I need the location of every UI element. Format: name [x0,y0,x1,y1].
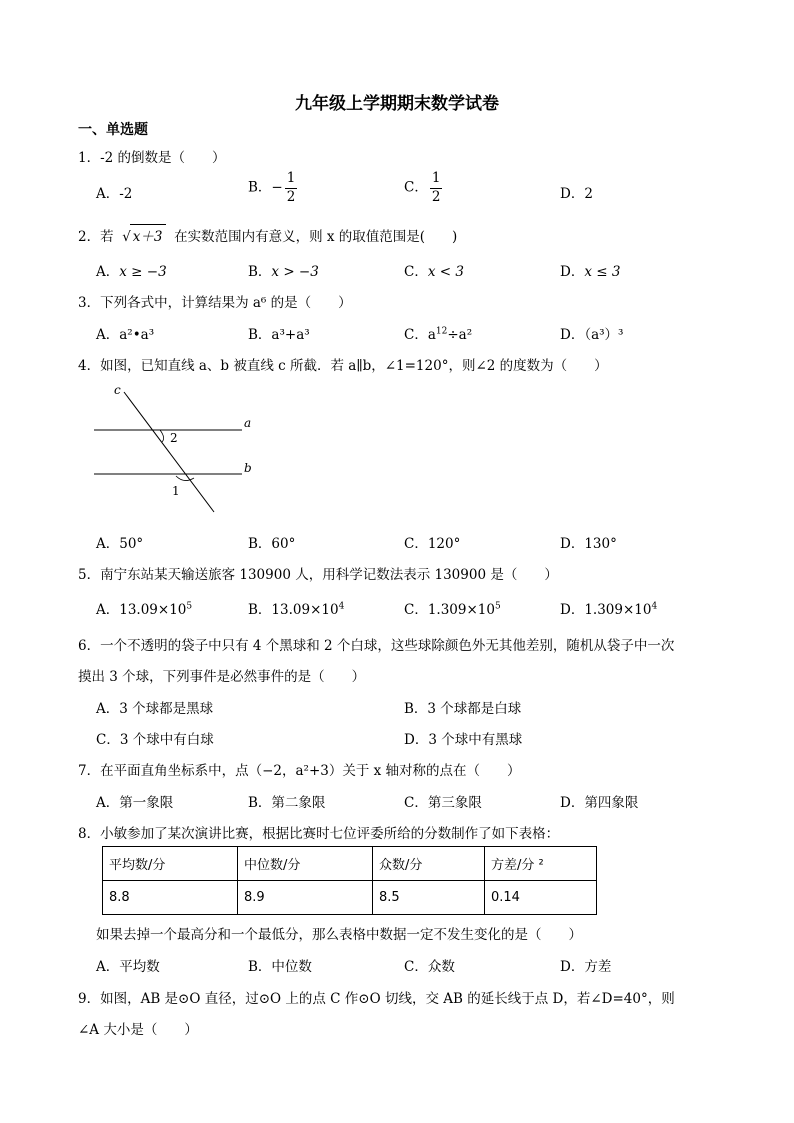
question-9-stem-line2: ∠A 大小是（ ） [78,1022,198,1038]
table-cell: 8.8 [103,881,238,915]
q7-option-a: A．第一象限 [96,795,174,811]
label-b: b [244,461,252,475]
question-1-stem: 1．-2 的倒数是（ ） [78,150,226,166]
q5-option-b: B．$13.09\times 10^4$ [248,601,345,618]
q5-option-c: C．$1.309\times 10^5$ [404,601,501,618]
table-header-cell: 方差/分 ² [485,847,597,881]
q6-option-a: A．3 个球都是黑球 [96,701,214,717]
section-heading: 一、单选题 [78,122,148,138]
table-cell: 8.5 [373,881,485,915]
table-header-row [103,847,597,881]
q7-option-b: B．第二象限 [248,795,326,811]
q3-option-a: A．a²•a³ [96,327,155,343]
q8-option-c: C．众数 [404,959,455,975]
q3-option-d: D．（a³）³ [560,327,624,343]
question-6-stem-line2: 摸出 3 个球，下列事件是必然事件的是（ ） [78,669,366,685]
question-3-stem: 3．下列各式中，计算结果为 a⁶ 的是（ ） [78,295,352,311]
question-9-stem-line1: 9．如图，AB 是⊙O 直径，过⊙O 上的点 C 作⊙O 切线，交 AB 的延长线于点 D，若∠D=40°，则 [78,991,675,1007]
score-stats-table [102,846,597,915]
q2-option-c: C．x < 3 [404,264,464,280]
q2-option-a: A．x ≥ −3 [96,264,167,280]
q8-option-b: B．中位数 [248,959,312,975]
question-6-stem-line1: 6．一个不透明的袋子中只有 4 个黑球和 2 个白球，这些球除颜色外无其他差别，随机从袋子中一次 [78,638,675,654]
radical-expression: x＋3 [130,224,166,245]
line-c [124,392,214,512]
table-header-cell: 众数/分 [373,847,485,881]
q3-option-b: B．a³+a³ [248,327,310,343]
table-header-cell: 中位数/分 [238,847,373,881]
q3-option-c: C．$a^{12}\div a^2$ [404,326,473,343]
q8-option-d: D．方差 [560,959,612,975]
label-c: c [114,383,121,397]
table-cell: 0.14 [485,881,597,915]
table-cell: 8.9 [238,881,373,915]
q4-option-b: B．60° [248,536,296,552]
label-a: a [244,416,252,430]
q2-option-d: D．x ≤ 3 [560,264,621,280]
q1-option-a: A．-2 [96,186,133,202]
q7-option-c: C．第三象限 [404,795,482,811]
angle-1-arc [176,476,194,481]
parallel-lines-diagram [86,380,266,515]
q4-option-a: A．50° [96,536,144,552]
table-header-cell: 平均数/分 [103,847,238,881]
table-row [103,881,597,915]
q2-option-b: B．x > −3 [248,264,319,280]
q4-option-d: D．130° [560,536,617,552]
question-8-follow-up: 如果去掉一个最高分和一个最低分，那么表格中数据一定不发生变化的是（ ） [96,927,582,943]
q5-option-d: D．$1.309\times 10^4$ [560,601,658,618]
question-5-stem: 5．南宁东站某天输送旅客 130900 人，用科学记数法表示 130900 是（ ） [78,567,558,583]
q7-option-d: D．第四象限 [560,795,639,811]
q8-option-a: A．平均数 [96,959,160,975]
q6-option-b: B．3 个球都是白球 [404,701,522,717]
q5-option-a: A．$13.09\times 10^5$ [96,601,193,618]
q6-option-d: D．3 个球中有黑球 [404,732,523,748]
question-8-stem: 8．小敏参加了某次演讲比赛，根据比赛时七位评委所给的分数制作了如下表格： [78,826,560,842]
q1-option-b: B．− $\frac{1}{2}$ [248,170,296,205]
question-2-stem: 2．若 √ x＋3 在实数范围内有意义，则 x 的取值范围是( ) [78,224,457,245]
q4-option-c: C．120° [404,536,461,552]
page-title: 九年级上学期期末数学试卷 [295,94,499,114]
question-7-stem: 7．在平面直角坐标系中，点（−2，a²+3）关于 x 轴对称的点在（ ） [78,763,521,779]
question-4-stem: 4．如图，已知直线 a、b 被直线 c 所截．若 a∥b，∠1=120°，则∠2 的度数为（ ） [78,358,608,374]
label-angle-2: 2 [170,431,178,445]
label-angle-1: 1 [172,484,180,498]
q1-option-d: D．2 [560,186,593,202]
q6-option-c: C．3 个球中有白球 [96,732,214,748]
q1-option-c: C． $\frac{1}{2}$ [404,170,441,205]
